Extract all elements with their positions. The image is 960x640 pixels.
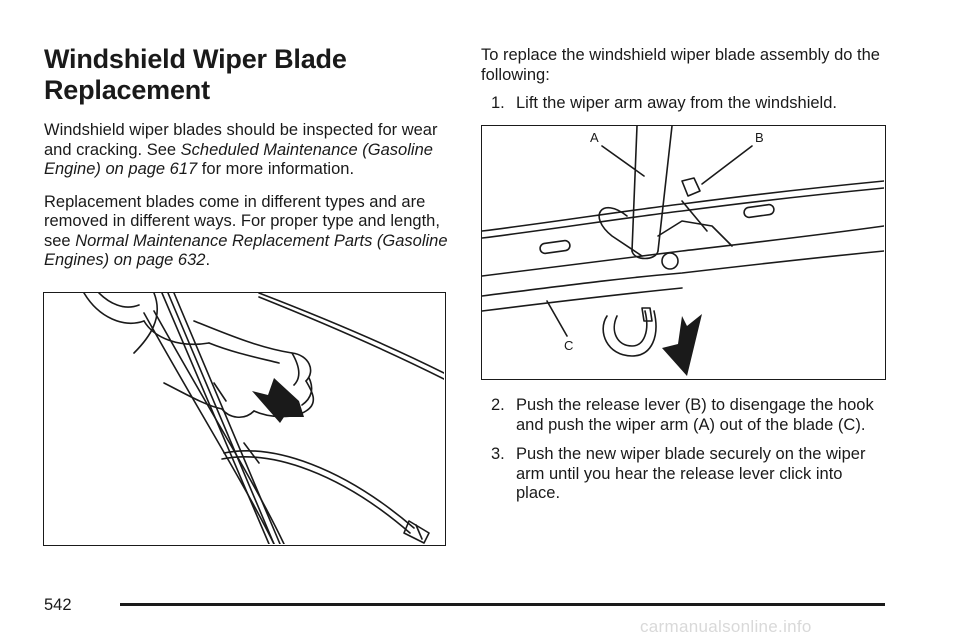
release-lever-illustration	[481, 125, 886, 380]
intro-p2-tail: .	[205, 251, 211, 269]
right-intro-text: To replace the windshield wiper blade assembly do the following:	[481, 46, 880, 84]
step-3	[481, 445, 891, 504]
steps-list-top	[481, 94, 891, 114]
push-arrow-icon	[662, 314, 702, 376]
left-column	[44, 44, 449, 271]
page-title	[44, 44, 449, 106]
step-2-text: Push the release lever (B) to disengage the hook and push the wiper arm (A) out of the blade (C).	[516, 396, 874, 434]
label-b: B	[755, 130, 764, 145]
label-c: C	[564, 338, 574, 353]
right-column	[481, 46, 891, 85]
wiper-release-drawing	[482, 126, 884, 378]
wiper-lift-illustration	[43, 292, 446, 546]
step-3-text: Push the new wiper blade securely on the wiper arm until you hear the release lever click into place.	[516, 445, 866, 502]
scheduled-maintenance-link[interactable]: Scheduled Maintenance (Gasoline Engine) on page 617	[44, 140, 433, 178]
replacement-parts-link[interactable]: Normal Maintenance Replacement Parts (Gasoline Engines) on page 632	[44, 231, 448, 269]
intro-paragraph-2	[44, 193, 449, 271]
footer-rule	[120, 603, 885, 606]
watermark: carmanualsonline.info	[640, 617, 812, 636]
intro-paragraph-1	[44, 121, 449, 180]
hand-wiper-drawing	[44, 293, 444, 544]
steps-list-bottom	[481, 396, 891, 504]
intro-p1-text: Windshield wiper blades should be inspected for wear and cracking. See	[44, 121, 438, 159]
intro-p1-tail: for more information.	[197, 160, 355, 178]
step-2-number: 2.	[491, 396, 505, 414]
page-number: 542	[44, 596, 72, 614]
step-3-number: 3.	[491, 445, 505, 463]
direction-arrow-icon	[252, 378, 304, 423]
step-1-number: 1.	[491, 94, 505, 112]
step-1-text: Lift the wiper arm away from the windshield.	[516, 94, 837, 112]
step-2	[481, 396, 891, 435]
title-line-1: Windshield Wiper Blade	[44, 44, 347, 74]
title-line-2: Replacement	[44, 75, 210, 105]
label-a: A	[590, 130, 599, 145]
intro-p2-text: Replacement blades come in different types and are removed in different ways. For proper type and length, see	[44, 192, 440, 250]
step-1	[481, 94, 891, 114]
